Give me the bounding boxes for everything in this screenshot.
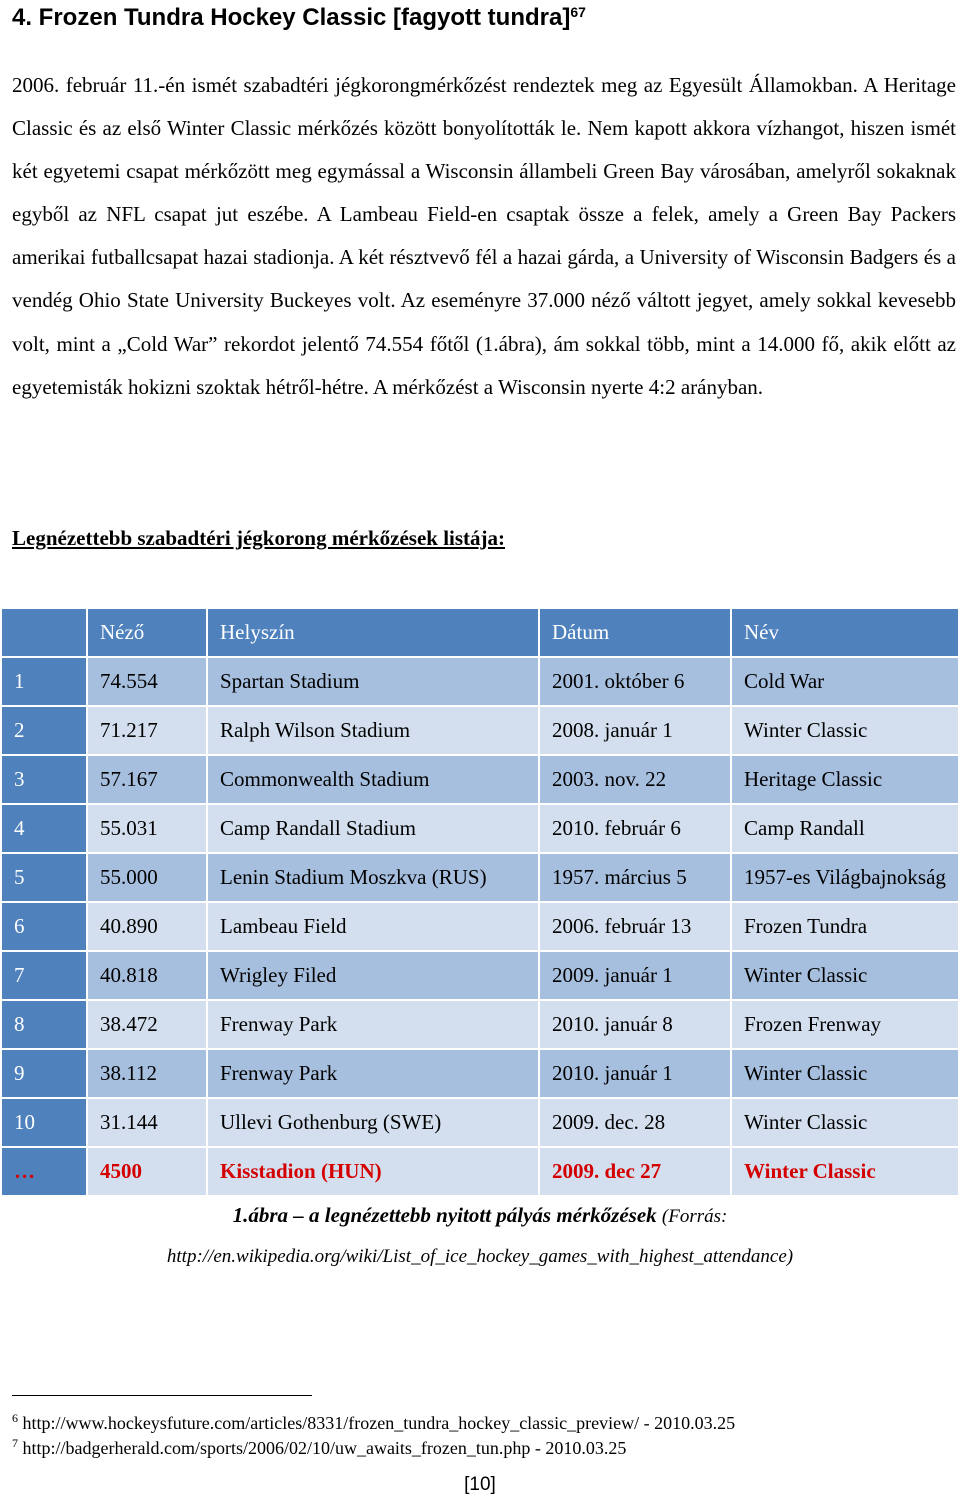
table-cell: 2010. február 6 [540, 805, 730, 852]
table-cell: 2006. február 13 [540, 903, 730, 950]
table-row [2, 854, 958, 901]
footnote-7: $^7$ http://badgerherald.com/sports/2006/02/10/uw_awaits_frozen_tun.php - 2010.03.25 [12, 1436, 627, 1458]
table-cell: Wrigley Filed [208, 952, 538, 999]
table-cell: Camp Randall [732, 805, 958, 852]
table-header-cell: Dátum [540, 609, 730, 656]
footnote-6-link[interactable]: http://www.hockeysfuture.com/articles/8331/frozen_tundra_hockey_classic_preview/ - 2010.03.25 [22, 1413, 736, 1433]
table-row [2, 658, 958, 705]
table-cell: 2009. dec 27 [540, 1148, 730, 1195]
table-header-row [2, 609, 958, 656]
table-cell: Winter Classic [732, 1148, 958, 1195]
table-cell: 74.554 [88, 658, 206, 705]
table-cell: 38.472 [88, 1001, 206, 1048]
table-cell: 2 [2, 707, 86, 754]
table-row [2, 1050, 958, 1097]
table-cell: 2009. január 1 [540, 952, 730, 999]
table-cell: 38.112 [88, 1050, 206, 1097]
table-cell: 10 [2, 1099, 86, 1146]
table-cell: 4 [2, 805, 86, 852]
table-cell: 9 [2, 1050, 86, 1097]
table-cell: Cold War [732, 658, 958, 705]
table-cell: 40.818 [88, 952, 206, 999]
table-cell: 55.000 [88, 854, 206, 901]
table-cell: 2009. dec. 28 [540, 1099, 730, 1146]
table-cell: Kisstadion (HUN) [208, 1148, 538, 1195]
table-cell: 1 [2, 658, 86, 705]
table-cell: Winter Classic [732, 1050, 958, 1097]
table-cell: 8 [2, 1001, 86, 1048]
table-cell: 40.890 [88, 903, 206, 950]
table-cell: 2010. január 8 [540, 1001, 730, 1048]
table-row [2, 1099, 958, 1146]
table-cell: Winter Classic [732, 952, 958, 999]
footnote-7-link[interactable]: http://badgerherald.com/sports/2006/02/10/uw_awaits_frozen_tun.php - 2010.03.25 [22, 1438, 627, 1458]
table-cell: 4500 [88, 1148, 206, 1195]
footnote-6: $^6$ http://www.hockeysfuture.com/articles/8331/frozen_tundra_hockey_classic_preview/ - 2010.03.25 [12, 1411, 736, 1433]
table-cell: 2003. nov. 22 [540, 756, 730, 803]
table-cell: 3 [2, 756, 86, 803]
section-heading: 4. Frozen Tundra Hockey Classic [fagyott tundra]$^{67}$ [12, 4, 586, 31]
table-cell: Frozen Frenway [732, 1001, 958, 1048]
table-cell: Winter Classic [732, 1099, 958, 1146]
table-cell: 5 [2, 854, 86, 901]
footnote-separator [12, 1395, 312, 1396]
table-cell: … [2, 1148, 86, 1195]
heading-footnote-ref: 67 [570, 4, 586, 20]
page-number: [10] [464, 1474, 496, 1495]
table-cell: 7 [2, 952, 86, 999]
table-cell: Ralph Wilson Stadium [208, 707, 538, 754]
list-title: Legnézettebb szabadtéri jégkorong mérkőzések listája: [12, 526, 506, 550]
table-cell: 31.144 [88, 1099, 206, 1146]
table-header-cell: Helyszín [208, 609, 538, 656]
table-cell: 2008. január 1 [540, 707, 730, 754]
attendance-table [0, 607, 960, 1197]
table-cell: 1957-es Világbajnokság [732, 854, 958, 901]
table-row [2, 756, 958, 803]
table-cell: Winter Classic [732, 707, 958, 754]
table-cell: Spartan Stadium [208, 658, 538, 705]
table-cell: 2010. január 1 [540, 1050, 730, 1097]
table-header-cell: Néző [88, 609, 206, 656]
figure-caption [0, 1196, 960, 1276]
table-row [2, 1148, 958, 1195]
table-cell: Frenway Park [208, 1001, 538, 1048]
table-row [2, 1001, 958, 1048]
table-row [2, 952, 958, 999]
table-cell: Lambeau Field [208, 903, 538, 950]
table-cell: 57.167 [88, 756, 206, 803]
table-cell: 1957. március 5 [540, 854, 730, 901]
table-cell: Camp Randall Stadium [208, 805, 538, 852]
caption-source-url[interactable]: http://en.wikipedia.org/wiki/List_of_ice_hockey_games_with_highest_attendance) [166, 1246, 794, 1267]
table-cell: 6 [2, 903, 86, 950]
table-header-cell [2, 609, 86, 656]
table-cell: Lenin Stadium Moszkva (RUS) [208, 854, 538, 901]
table-cell: Frenway Park [208, 1050, 538, 1097]
table-row [2, 707, 958, 754]
table-header-cell: Név [732, 609, 958, 656]
caption-source-prefix: (Forrás: [661, 1206, 728, 1227]
table-cell: 55.031 [88, 805, 206, 852]
table-cell: Ullevi Gothenburg (SWE) [208, 1099, 538, 1146]
table-cell: Heritage Classic [732, 756, 958, 803]
table-cell: 71.217 [88, 707, 206, 754]
table-cell: Frozen Tundra [732, 903, 958, 950]
table-cell: Commonwealth Stadium [208, 756, 538, 803]
caption-title: 1.ábra – a legnézettebb nyitott pályás mérkőzések [232, 1203, 657, 1227]
table-cell: 2001. október 6 [540, 658, 730, 705]
table-row [2, 903, 958, 950]
body-paragraph: 2006. február 11.-én ismét szabadtéri jégkorongmérkőzést rendeztek meg az Egyesült Államokban. A Heritage Classic és az első Winter Classic mérkőzés között bonyolították le. Nem kapott akkora vízhangot, hiszen ismét két egyetemi csapat mérkőzött meg egymással a Wisconsin állambeli Green Bay városában, amelyről sokaknak egyből az NFL csapat jut eszébe. A Lambeau Field-en csaptak össze a felek, amely a Green Bay Packers amerikai futballcsapat hazai stadionja. A két résztvevő fél a hazai gárda, a University of Wisconsin Badgers és a vendég Ohio State University Buckeyes volt. Az eseményre 37.000 néző váltott jegyet, amely sokkal kevesebb volt, mint a „Cold War” rekordot jelentő 74.554 főtől (1.ábra), ám sokkal több, mint a 14.000 fő, akik előtt az egyetemisták hokizni szoktak hétről-hétre. A mérkőzést a Wisconsin nyerte 4:2 arányban. [12, 73, 956, 399]
table-row [2, 805, 958, 852]
